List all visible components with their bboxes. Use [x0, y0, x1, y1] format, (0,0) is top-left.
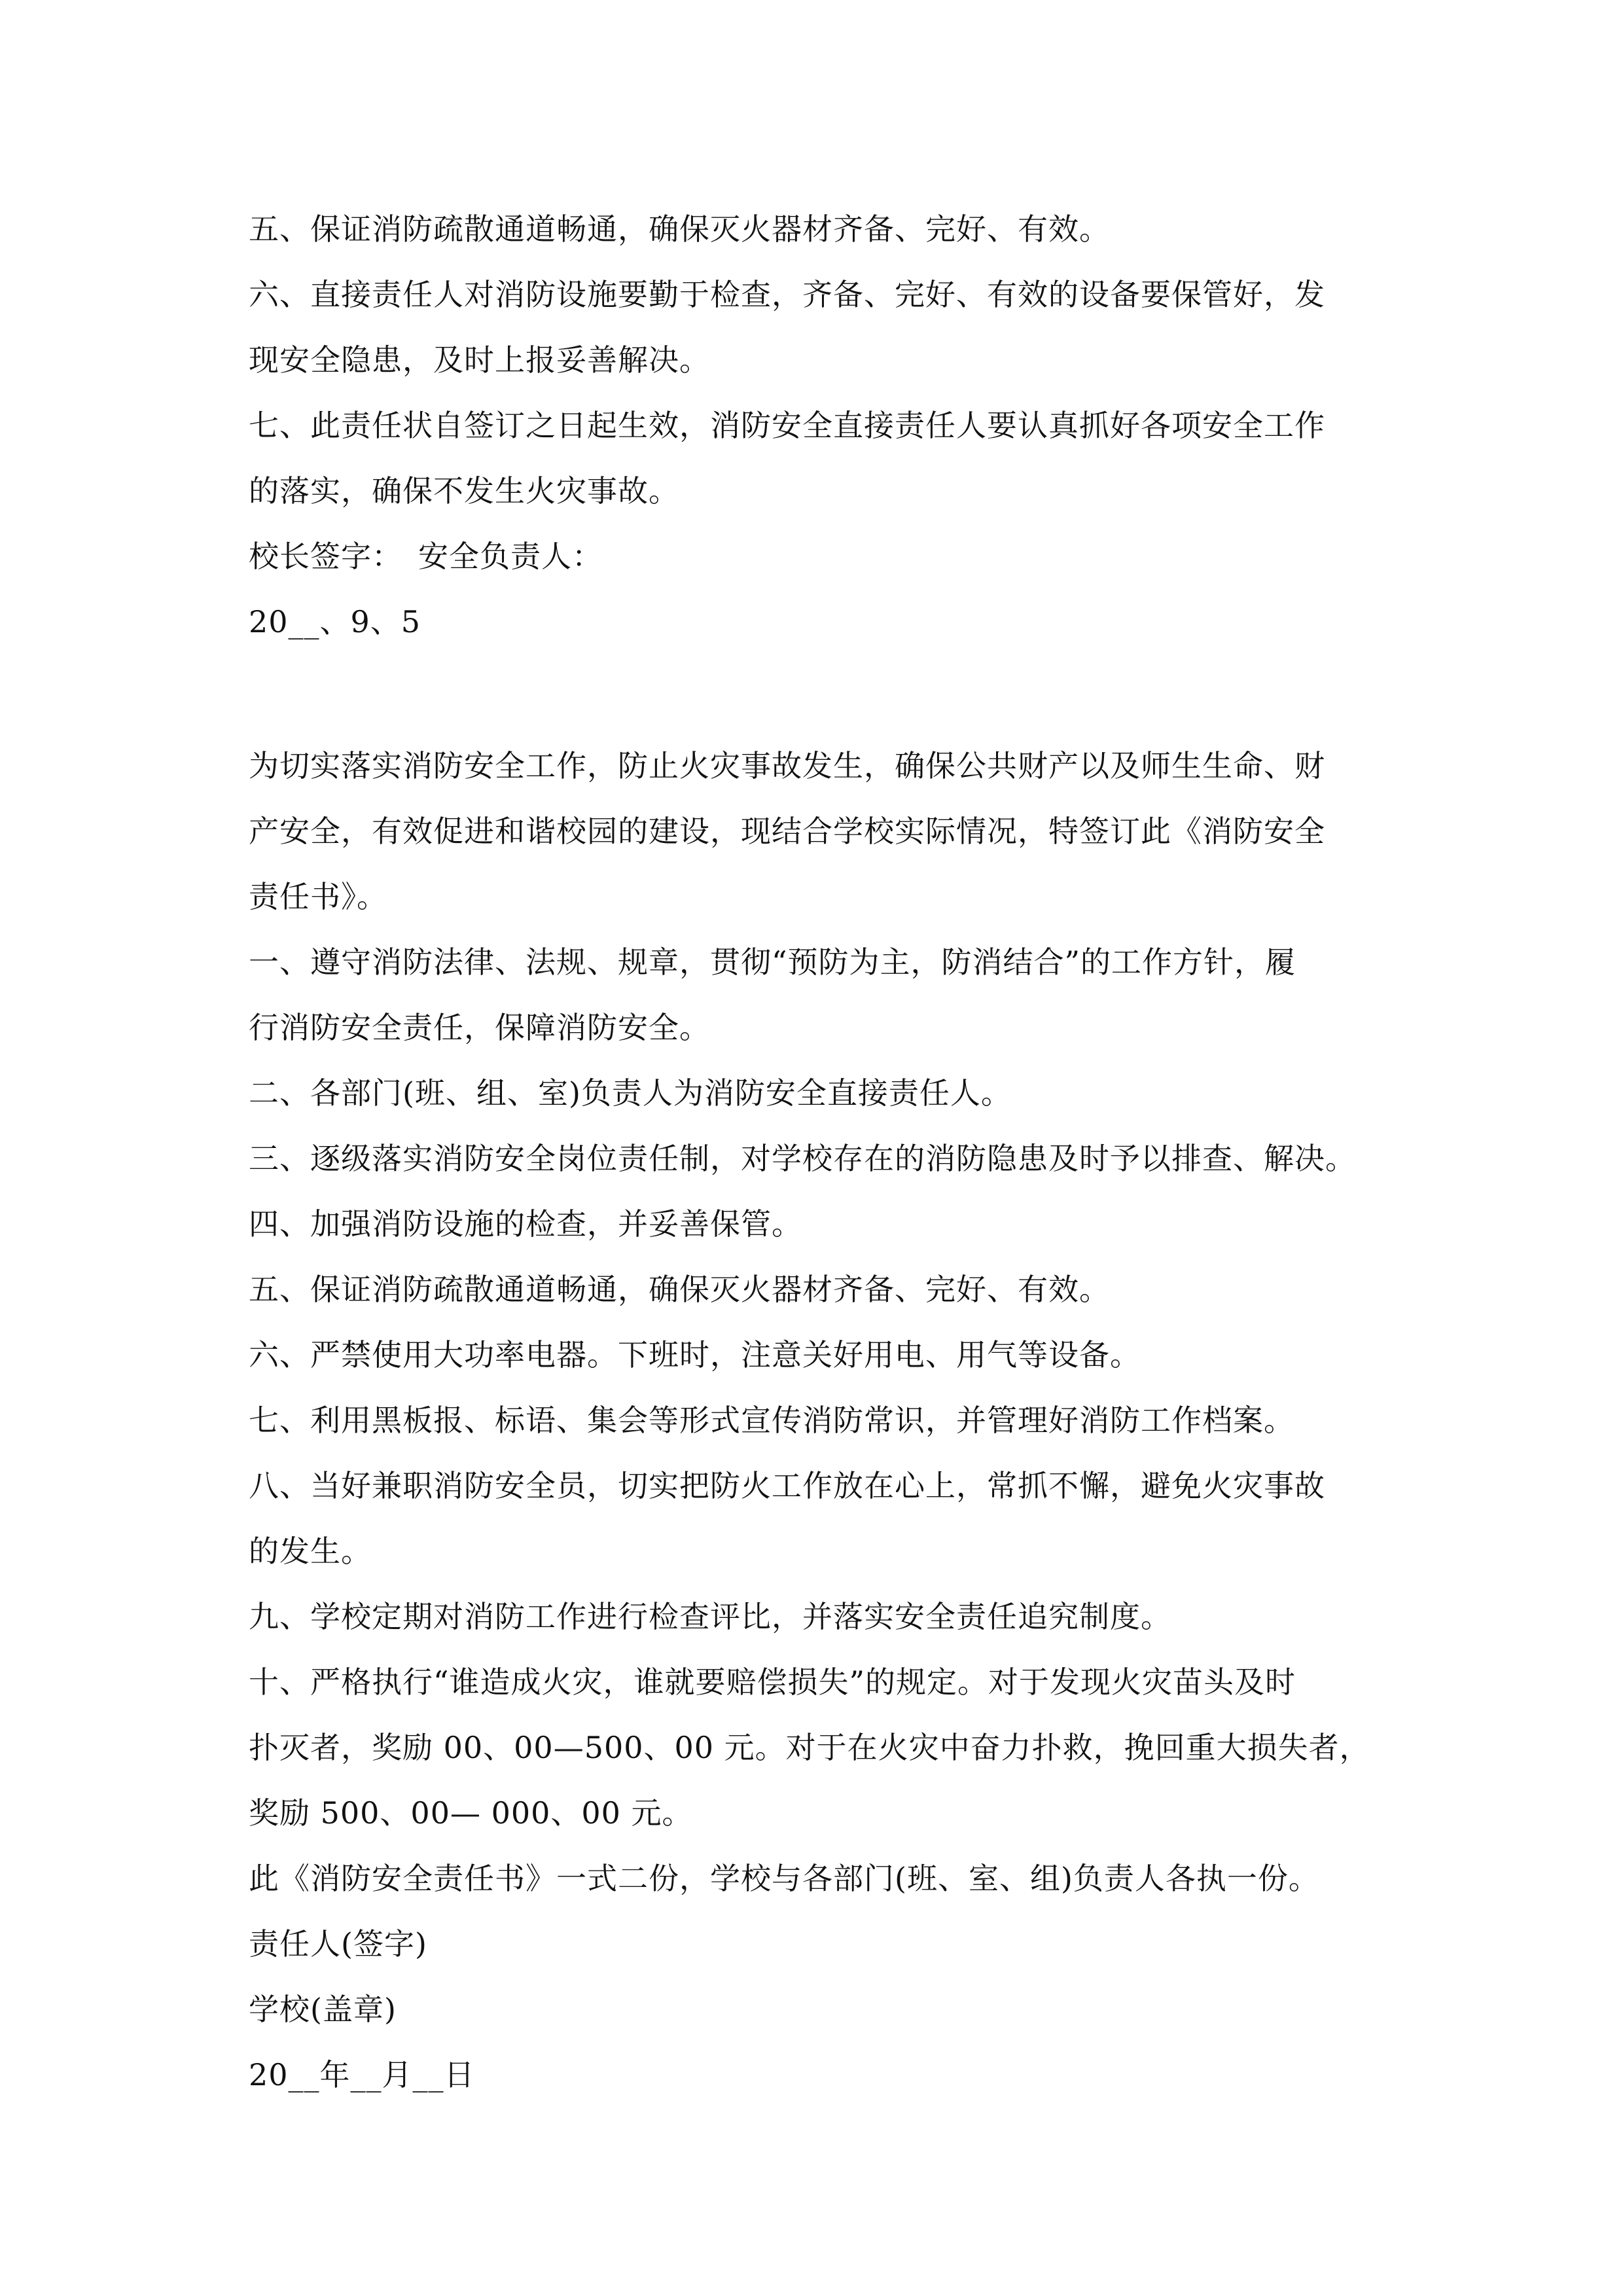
article-6: 六、严禁使用大功率电器。下班时，注意关好用电、用气等设备。	[249, 1337, 1141, 1372]
article-10-line-3: 奖励 500、00— 000、00 元。	[249, 1795, 693, 1831]
school-seal: 学校(盖章)	[249, 1992, 397, 2027]
article-1-line-1: 一、遵守消防法律、法规、规章，贯彻“预防为主，防消结合”的工作方针，履	[249, 944, 1296, 980]
article-5: 五、保证消防疏散通道畅通，确保灭火器材齐备、完好、有效。	[249, 1272, 1110, 1307]
intro-line-2: 产安全，有效促进和谐校园的建设，现结合学校实际情况，特签订此《消防安全	[249, 814, 1325, 849]
clause-6-text-line-2: 现安全隐患，及时上报妥善解决。	[249, 342, 710, 378]
clause-7-text-line-1: 七、此责任状自签订之日起生效，消防安全直接责任人要认真抓好各项安全工作	[249, 408, 1325, 443]
section-gap	[249, 655, 1381, 733]
clause-7-text-line-2: 的落实，确保不发生火灾事故。	[249, 473, 679, 509]
article-9: 九、学校定期对消防工作进行检查评比，并落实安全责任追究制度。	[249, 1599, 1171, 1634]
article-10-line-1: 十、严格执行“谁造成火灾，谁就要赔偿损失”的规定。对于发现火灾苗头及时	[249, 1664, 1296, 1700]
copies-note: 此《消防安全责任书》一式二份，学校与各部门(班、室、组)负责人各执一份。	[249, 1861, 1319, 1896]
responsible-person-signature: 责任人(签字)	[249, 1926, 427, 1962]
article-7: 七、利用黑板报、标语、集会等形式宣传消防常识，并管理好消防工作档案。	[249, 1403, 1294, 1438]
article-10-line-2: 扑灭者，奖励 00、00—500、00 元。对于在火灾中奋力扑救，挽回重大损失者，	[249, 1730, 1370, 1765]
article-4: 四、加强消防设施的检查，并妥善保管。	[249, 1206, 802, 1242]
intro-line-3: 责任书》。	[249, 879, 387, 914]
final-date-line: 20__年__月__日	[249, 2057, 475, 2092]
clause-5-text: 五、保证消防疏散通道畅通，确保灭火器材齐备、完好、有效。	[249, 211, 1110, 247]
document-body	[249, 196, 1381, 2108]
article-2: 二、各部门(班、组、室)负责人为消防安全直接责任人。	[249, 1075, 1012, 1111]
signature-line: 校长签字： 安全负责人：	[249, 539, 603, 574]
intro-line-1: 为切实落实消防安全工作，防止火灾事故发生，确保公共财产以及师生生命、财	[249, 748, 1325, 783]
article-8-line-1: 八、当好兼职消防安全员，切实把防火工作放在心上，常抓不懈，避免火灾事故	[249, 1468, 1325, 1503]
article-8-line-2: 的发生。	[249, 1534, 372, 1569]
article-3: 三、逐级落实消防安全岗位责任制，对学校存在的消防隐患及时予以排查、解决。	[249, 1141, 1356, 1176]
clause-6-text-line-1: 六、直接责任人对消防设施要勤于检查，齐备、完好、有效的设备要保管好，发	[249, 277, 1325, 312]
article-1-line-2: 行消防安全责任，保障消防安全。	[249, 1010, 710, 1045]
date-line: 20__、9、5	[249, 604, 421, 639]
